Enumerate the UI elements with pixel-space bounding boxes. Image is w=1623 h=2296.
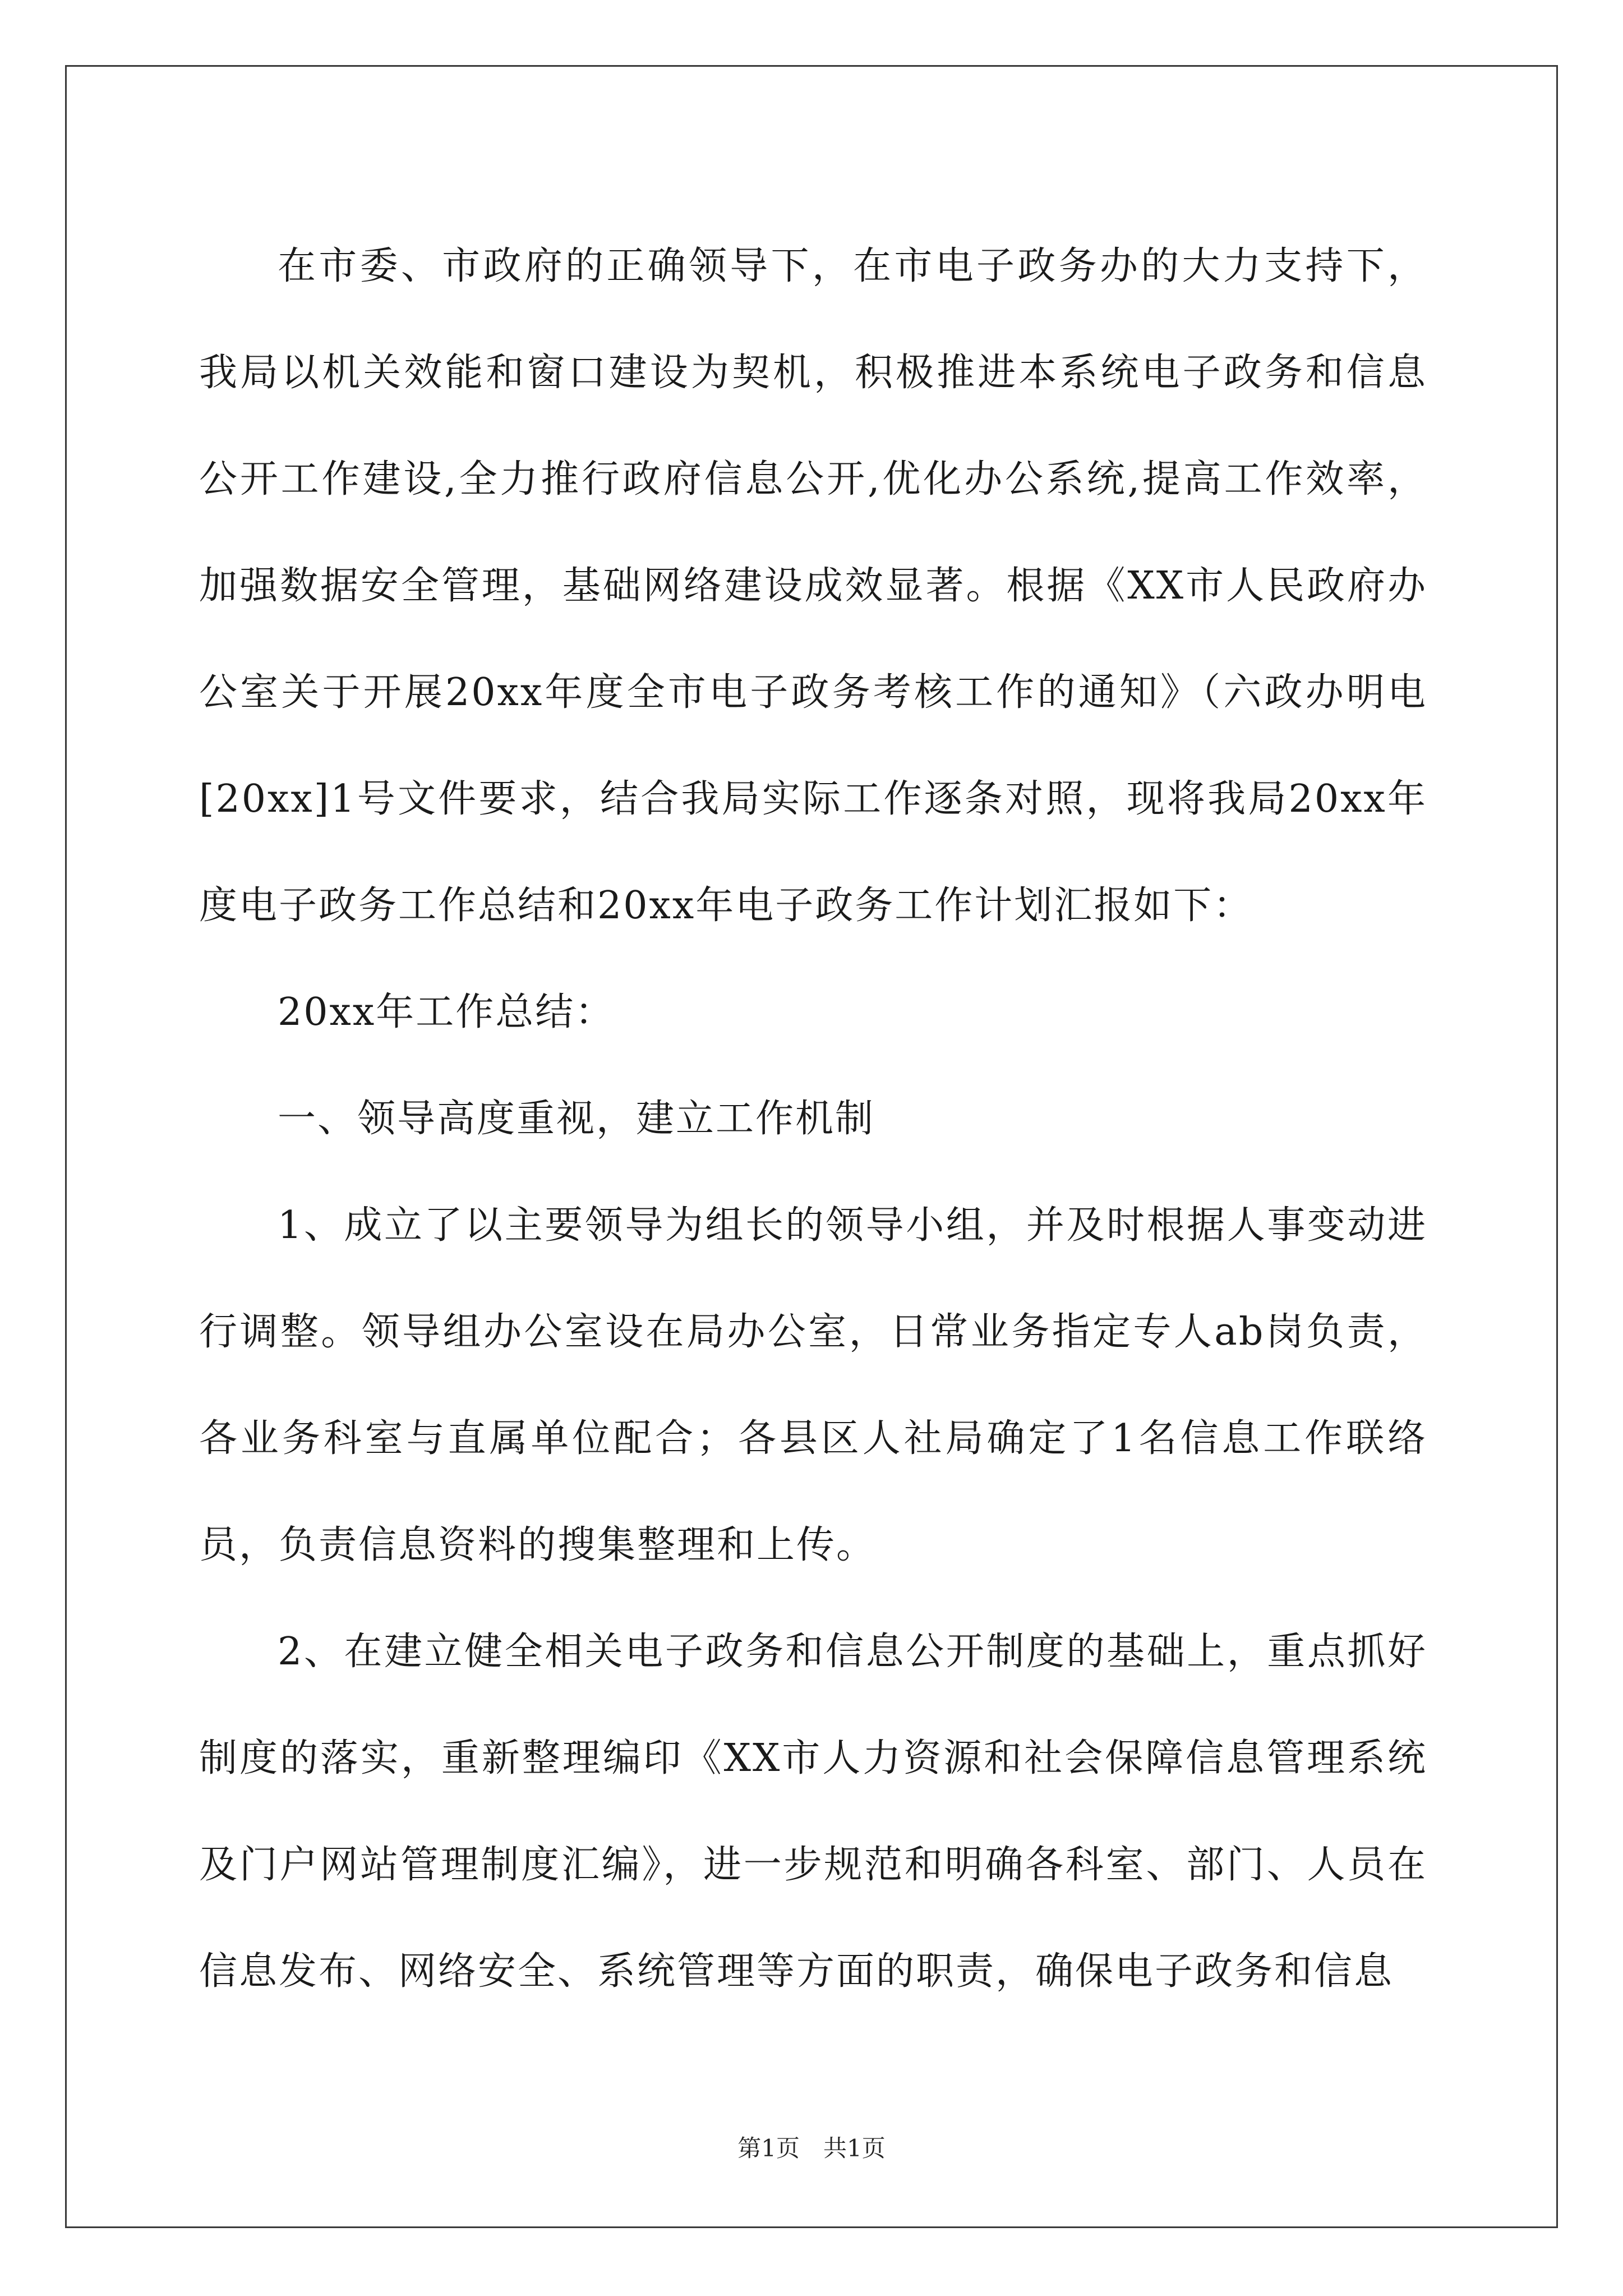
page-footer: 第1页 共1页 [737,2134,886,2162]
section-heading-1: 一、领导高度重视，建立工作机制 [278,1097,875,1141]
paragraph-item-1: 1、成立了以主要领导为组长的领导小组，并及时根据人事变动进行调整。领导组办公室设在局办公室，日常业务指定专人ab岗负责，各业务科室与直属单位配合；各县区人社局确定了1名信息工作联络员，负责信息资料的搜集整理和上传。 [199,1203,1427,1567]
paragraph-item-2: 2、在建立健全相关电子政务和信息公开制度的基础上，重点抓好制度的落实，重新整理编印《XX市人力资源和社会保障信息管理系统及门户网站管理制度汇编》，进一步规范和明确各科室、部门、人员在信息发布、网络安全、系统管理等方面的职责，确保电子政务和信息 [199,1630,1427,1994]
paragraph-intro: 在市委、市政府的正确领导下，在市电子政务办的大力支持下，我局以机关效能和窗口建设为契机，积极推进本系统电子政务和信息公开工作建设,全力推行政府信息公开,优化办公系统,提高工作效率，加强数据安全管理，基础网络建设成效显著。根据《XX市人民政府办公室关于开展20xx年度全市电子政务考核工作的通知》（六政办明电[20xx]1号文件要求，结合我局实际工作逐条对照，现将我局20xx年度电子政务工作总结和20xx年电子政务工作计划汇报如下： [199,244,1427,928]
paragraph-summary-heading: 20xx年工作总结： [278,990,615,1034]
document-body [199,213,1427,2025]
